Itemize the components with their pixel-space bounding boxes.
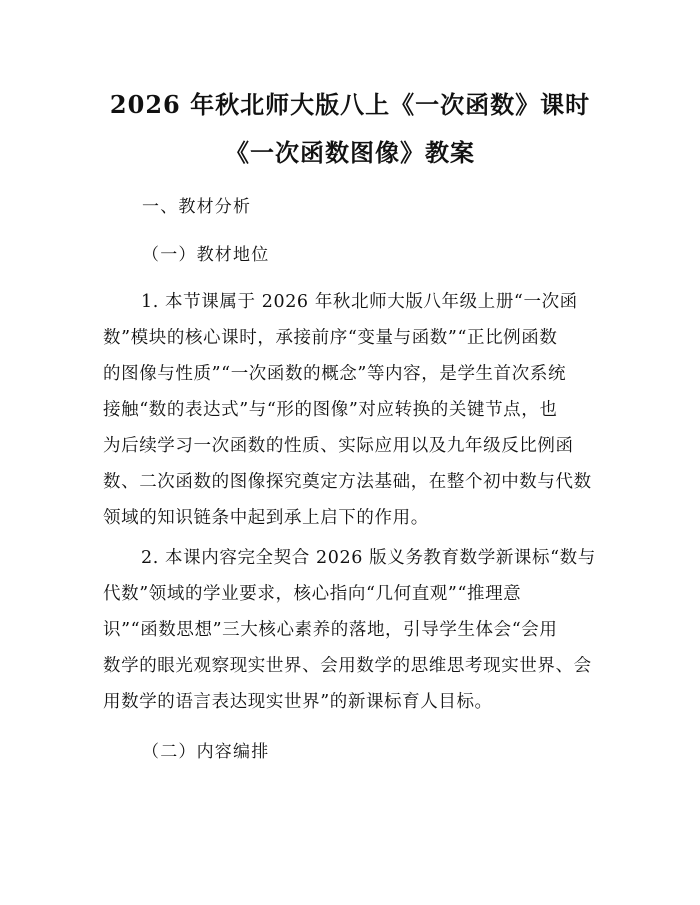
section-heading-textbook-analysis: 一、教材分析 [142,197,252,217]
paragraph-1-line: 为后续学习一次函数的性质、实际应用以及九年级反比例函 [103,436,574,456]
paragraph-2 [103,540,603,720]
paragraph-1-line: 领域的知识链条中起到承上启下的作用。 [103,508,429,528]
paragraph-1-line: 接触“数的表达式”与“形的图像”对应转换的关键节点，也 [103,400,558,420]
paragraph-1 [103,284,603,536]
paragraph-1-line: 数、二次函数的图像探究奠定方法基础，在整个初中数与代数 [103,472,592,492]
document-title-line-1: 2026 年秋北师大版八上《一次函数》课时 [109,90,591,119]
paragraph-1-line: 的图像与性质”“一次函数的概念”等内容，是学生首次系统 [103,364,567,384]
document-title-line-2: 《一次函数图像》教案 [225,138,475,167]
subsection-heading-content-arrangement: （二）内容编排 [142,742,270,762]
paragraph-1-line: 1. 本节课属于 2026 年秋北师大版八年级上册“一次函 [141,292,578,312]
paragraph-2-line: 代数”领域的学业要求，核心指向“几何直观”“推理意 [103,584,522,604]
paragraph-2-line: 用数学的语言表达现实世界”的新课标育人目标。 [103,692,493,712]
paragraph-1-line: 数”模块的核心课时，承接前序“变量与函数”“正比例函数 [103,328,558,348]
paragraph-2-line: 数学的眼光观察现实世界、会用数学的思维思考现实世界、会 [103,656,592,676]
paragraph-2-line: 2. 本课内容完全契合 2026 版义务教育数学新课标“数与 [141,548,596,568]
subsection-heading-textbook-status: （一）教材地位 [142,245,270,265]
paragraph-2-line: 识”“函数思想”三大核心素养的落地，引导学生体会“会用 [103,620,558,640]
